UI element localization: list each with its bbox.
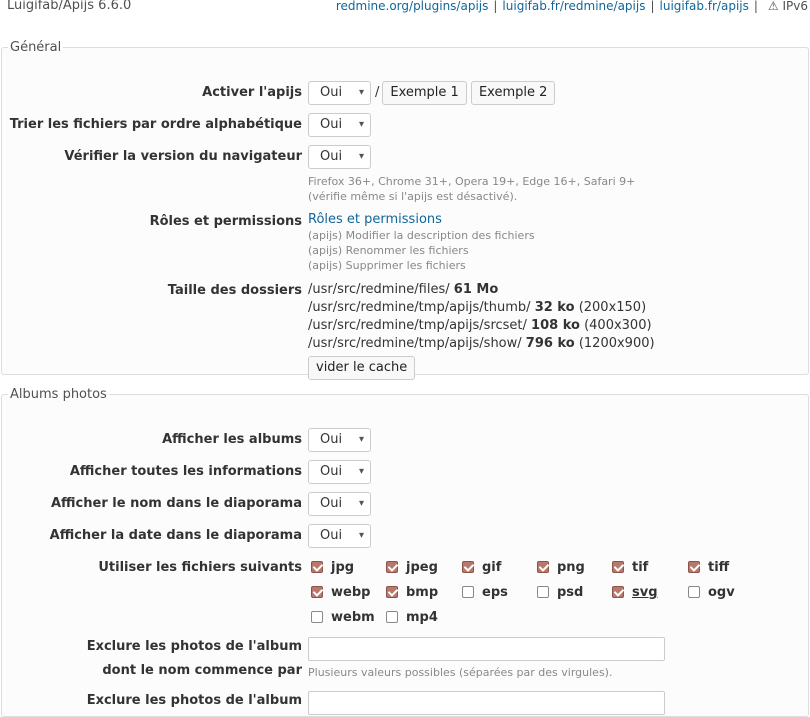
folder-size-row: /usr/src/redmine/tmp/apijs/show/ 796 ko (1200x900) <box>308 336 655 351</box>
exclure-2-input[interactable] <box>308 691 665 715</box>
browser-hint: Firefox 36+, Chrome 31+, Opera 19+, Edge 16+, Safari 9+ <box>308 175 636 188</box>
afficher-nom-label: Afficher le nom dans le diaporama <box>51 496 302 511</box>
taille-label: Taille des dossiers <box>167 283 302 298</box>
link-redmine-plugins[interactable]: redmine.org/plugins/apijs <box>335 0 489 13</box>
roles-permissions-link[interactable]: Rôles et permissions <box>308 212 442 227</box>
checkbox-tiff[interactable]: tiff <box>688 560 729 575</box>
link-separator: | <box>753 0 758 13</box>
link-luigifab-redmine[interactable]: luigifab.fr/redmine/apijs <box>502 0 646 13</box>
top-bar <box>0 0 810 18</box>
exclure-1-label-line2: dont le nom commence par <box>102 663 302 678</box>
exemple-1-button[interactable]: Exemple 1 <box>382 81 466 105</box>
checkbox-jpeg[interactable]: jpeg <box>386 560 438 575</box>
folder-size-row: /usr/src/redmine/tmp/apijs/srcset/ 108 ko (400x300) <box>308 318 652 333</box>
trier-label: Trier les fichiers par ordre alphabétique <box>9 117 302 132</box>
chevron-down-icon: ▾ <box>358 466 364 477</box>
permission-item: (apijs) Modifier la description des fichiers <box>308 229 535 242</box>
albums-legend: Albums photos <box>10 387 107 402</box>
exclure-1-hint: Plusieurs valeurs possibles (séparées par des virgules). <box>308 666 613 679</box>
afficher-date-select[interactable]: Oui ▾ <box>308 524 371 548</box>
checkbox-webp[interactable]: webp <box>311 585 370 600</box>
afficher-albums-label: Afficher les albums <box>162 432 302 447</box>
clear-cache-button[interactable]: vider le cache <box>308 356 415 380</box>
folder-size-row: /usr/src/redmine/files/ 61 Mo <box>308 282 499 297</box>
checkbox-svg[interactable]: svg <box>612 585 658 600</box>
activer-label: Activer l'apijs <box>202 85 302 100</box>
exemple-2-button[interactable]: Exemple 2 <box>471 81 555 105</box>
chevron-down-icon: ▾ <box>358 434 364 445</box>
roles-label: Rôles et permissions <box>149 214 302 229</box>
row-fichiers <box>2 552 808 627</box>
link-separator: | <box>650 0 655 13</box>
permission-item: (apijs) Supprimer les fichiers <box>308 259 466 272</box>
chevron-down-icon: ▾ <box>358 151 364 162</box>
exclure-prefix-input[interactable] <box>308 637 665 661</box>
checkbox-tif[interactable]: tif <box>612 560 648 575</box>
afficher-albums-select[interactable]: Oui ▾ <box>308 428 371 452</box>
header-links <box>336 0 808 13</box>
verifier-label: Vérifier la version du navigateur <box>64 149 302 164</box>
checkbox-gif[interactable]: gif <box>462 560 501 575</box>
ipv6-warning: ⚠ IPv6 <box>767 0 808 13</box>
afficher-nom-select[interactable]: Oui ▾ <box>308 492 371 516</box>
link-luigifab-apijs[interactable]: luigifab.fr/apijs <box>659 0 749 13</box>
checkbox-bmp[interactable]: bmp <box>386 585 438 600</box>
chevron-down-icon: ▾ <box>358 498 364 509</box>
chevron-down-icon: ▾ <box>358 119 364 130</box>
verifier-select[interactable]: Oui ▾ <box>308 145 371 169</box>
folder-size-row: /usr/src/redmine/tmp/apijs/thumb/ 32 ko (200x150) <box>308 300 647 315</box>
trier-select[interactable]: Oui ▾ <box>308 113 371 137</box>
activer-select[interactable]: Oui ▾ <box>308 81 371 105</box>
afficher-infos-select[interactable]: Oui ▾ <box>308 460 371 484</box>
general-fieldset: Général Activer l'apijs Oui ▾ / Exemple 1 Exemple 2 Trier les fichiers par ordre alphabétique Oui ▾ Vérifier la version du navigateur Oui ▾ Firefox 36+, Chrome 31+, Opera 19+, Edge 16+, Safari 9+ (vérifie même si l'apijs est désactivé). Rôles et permissions Rôles et permissions (apijs) Modifier la description des fichiers (apijs) Renommer les fichiers (apijs) Supprimer les fichiers Taille des dossiers /usr/src/redmine/files/ 61 Mo /usr/src/redmine/tmp/apijs/thumb/ 32 ko (200x150) /usr/src/redmine/tmp/apijs/srcset/ 108 ko (400x300) /usr/src/redmine/tmp/apijs/show/ 796 ko (1200x900) vider le cache <box>1 40 809 375</box>
checkbox-png[interactable]: png <box>537 560 585 575</box>
chevron-down-icon: ▾ <box>358 530 364 541</box>
browser-hint-note: (vérifie même si l'apijs est désactivé). <box>308 190 518 203</box>
checkbox-mp4[interactable]: mp4 <box>386 610 438 625</box>
checkbox-psd[interactable]: psd <box>537 585 583 600</box>
exclure-2-label: Exclure les photos de l'album <box>86 693 302 708</box>
exclure-1-label: Exclure les photos de l'album <box>86 639 302 654</box>
link-separator: | <box>493 0 498 13</box>
fichiers-label: Utiliser les fichiers suivants <box>98 560 302 575</box>
chevron-down-icon: ▾ <box>358 87 364 98</box>
app-title: Luigifab/Apijs 6.6.0 <box>7 0 132 13</box>
afficher-infos-label: Afficher toutes les informations <box>69 464 302 479</box>
row-exclure-1 <box>2 631 808 681</box>
checkbox-ogv[interactable]: ogv <box>688 585 735 600</box>
checkbox-jpg[interactable]: jpg <box>311 560 354 575</box>
albums-fieldset <box>1 387 809 717</box>
checkbox-webm[interactable]: webm <box>311 610 375 625</box>
checkbox-eps[interactable]: eps <box>462 585 508 600</box>
general-legend: Général <box>10 40 62 55</box>
permission-item: (apijs) Renommer les fichiers <box>308 244 469 257</box>
afficher-date-label: Afficher la date dans le diaporama <box>49 528 302 543</box>
